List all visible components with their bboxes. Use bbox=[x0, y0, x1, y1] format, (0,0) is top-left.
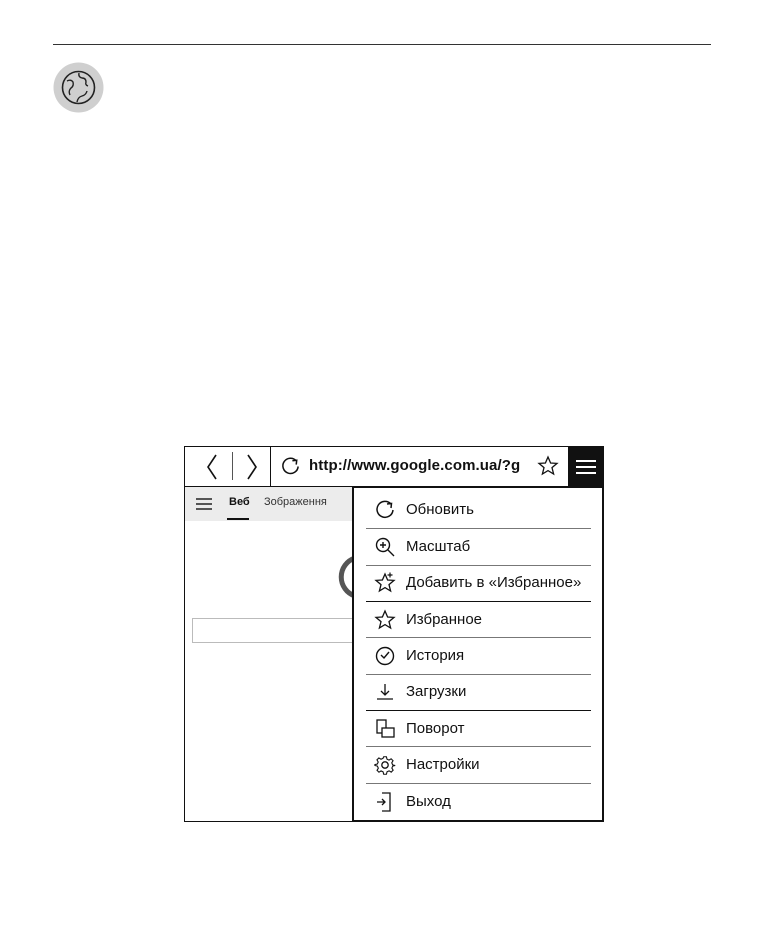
menu-item-zoom[interactable] bbox=[366, 529, 591, 565]
menu-item-exit[interactable] bbox=[366, 784, 591, 820]
url-text[interactable]: http://www.google.com.ua/?g bbox=[309, 457, 521, 474]
nav-separator bbox=[232, 452, 233, 480]
tab-images[interactable]: Зображення bbox=[264, 496, 327, 508]
menu-item-rotate[interactable] bbox=[366, 711, 591, 747]
browser-screenshot bbox=[184, 446, 604, 822]
menu-item-label: Загрузки bbox=[406, 683, 467, 700]
menu-item-label: Добавить в «Избранное» bbox=[406, 574, 582, 591]
menu-item-history[interactable] bbox=[366, 638, 591, 674]
gear-icon bbox=[374, 754, 396, 776]
clock-icon bbox=[374, 645, 396, 667]
menu-icon[interactable] bbox=[568, 447, 603, 486]
reload-icon bbox=[374, 499, 396, 521]
menu-item-label: Настройки bbox=[406, 756, 480, 773]
rotate-icon bbox=[374, 718, 396, 740]
star-add-icon bbox=[374, 572, 396, 594]
menu-item-refresh[interactable] bbox=[366, 492, 591, 528]
hamburger-icon[interactable] bbox=[196, 498, 212, 510]
address-bar[interactable] bbox=[270, 447, 568, 486]
top-rule bbox=[53, 44, 711, 45]
chevron-right-icon[interactable] bbox=[237, 452, 267, 482]
menu-item-label: Поворот bbox=[406, 720, 465, 737]
exit-icon bbox=[374, 791, 396, 813]
menu-item-add-favorite[interactable] bbox=[366, 565, 591, 601]
menu-item-downloads[interactable] bbox=[366, 674, 591, 710]
menu-item-label: История bbox=[406, 647, 465, 664]
menu-item-label: Выход bbox=[406, 793, 451, 810]
menu-item-settings[interactable] bbox=[366, 747, 591, 783]
google-page-bar bbox=[185, 487, 355, 521]
reload-icon[interactable] bbox=[280, 456, 301, 477]
menu-item-label: Обновить bbox=[406, 501, 474, 518]
star-icon[interactable] bbox=[537, 455, 559, 477]
menu-item-favorites[interactable] bbox=[366, 602, 591, 638]
menu-item-label: Масштаб bbox=[406, 538, 471, 555]
dropdown-menu bbox=[352, 486, 604, 822]
star-icon bbox=[374, 609, 396, 631]
chevron-left-icon[interactable] bbox=[197, 452, 227, 482]
globe-icon bbox=[53, 62, 104, 113]
tab-web-underline bbox=[227, 518, 249, 520]
search-input[interactable] bbox=[192, 618, 367, 643]
menu-item-label: Избранное bbox=[406, 611, 483, 628]
browser-toolbar bbox=[185, 447, 603, 487]
tab-web[interactable]: Веб bbox=[229, 496, 250, 508]
zoom-in-icon bbox=[374, 536, 396, 558]
download-icon bbox=[374, 681, 396, 703]
